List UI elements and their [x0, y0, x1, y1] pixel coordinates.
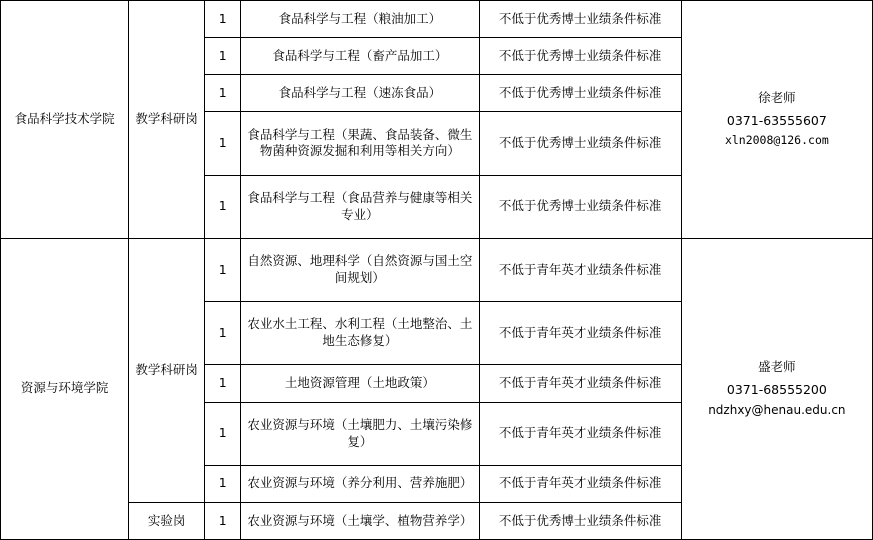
cell-major: 农业资源与环境（土壤肥力、土壤污染修复） [241, 402, 479, 465]
contact-phone: 0371-63555607 [726, 113, 827, 129]
cell-standard: 不低于优秀博士业绩条件标准 [479, 112, 681, 175]
cell-count: 1 [205, 1, 241, 38]
contact-name: 徐老师 [758, 90, 796, 106]
cell-contact [681, 238, 872, 539]
cell-major: 农业水土工程、水利工程（土地整治、土地生态修复） [241, 302, 479, 365]
cell-college: 资源与环境学院 [1, 238, 129, 539]
cell-count: 1 [205, 465, 241, 502]
cell-count: 1 [205, 75, 241, 112]
cell-college: 食品科学技术学院 [1, 1, 129, 239]
cell-major: 食品科学与工程（速冻食品） [241, 75, 479, 112]
cell-major: 土地资源管理（土地政策） [241, 365, 479, 402]
contact-phone: 0371-68555200 [726, 382, 827, 398]
cell-standard: 不低于优秀博士业绩条件标准 [479, 175, 681, 238]
cell-post-type: 教学科研岗 [129, 238, 205, 502]
contact-email: xln2008@126.com [724, 133, 829, 148]
cell-major: 食品科学与工程（畜产品加工） [241, 38, 479, 75]
cell-count: 1 [205, 38, 241, 75]
cell-count: 1 [205, 402, 241, 465]
cell-standard: 不低于优秀博士业绩条件标准 [479, 38, 681, 75]
cell-standard: 不低于青年英才业绩条件标准 [479, 238, 681, 301]
cell-standard: 不低于优秀博士业绩条件标准 [479, 502, 681, 539]
cell-count: 1 [205, 112, 241, 175]
cell-major: 农业资源与环境（土壤学、植物营养学） [241, 502, 479, 539]
table-row [1, 1, 873, 38]
cell-count: 1 [205, 238, 241, 301]
cell-standard: 不低于青年英才业绩条件标准 [479, 402, 681, 465]
contact-email: ndzhxy@henau.edu.cn [708, 403, 846, 418]
cell-count: 1 [205, 175, 241, 238]
cell-count: 1 [205, 502, 241, 539]
cell-count: 1 [205, 302, 241, 365]
cell-post-type: 教学科研岗 [129, 1, 205, 239]
cell-standard: 不低于优秀博士业绩条件标准 [479, 1, 681, 38]
cell-major: 农业资源与环境（养分利用、营养施肥） [241, 465, 479, 502]
cell-standard: 不低于青年英才业绩条件标准 [479, 465, 681, 502]
cell-count: 1 [205, 365, 241, 402]
cell-major: 食品科学与工程（果蔬、食品装备、微生物菌种资源发掘和利用等相关方向） [241, 112, 479, 175]
contact-name: 盛老师 [758, 359, 796, 375]
cell-standard: 不低于青年英才业绩条件标准 [479, 365, 681, 402]
cell-post-type: 实验岗 [129, 502, 205, 539]
cell-standard: 不低于优秀博士业绩条件标准 [479, 75, 681, 112]
cell-standard: 不低于青年英才业绩条件标准 [479, 302, 681, 365]
table-row [1, 238, 873, 301]
cell-major: 食品科学与工程（食品营养与健康等相关专业） [241, 175, 479, 238]
cell-major: 食品科学与工程（粮油加工） [241, 1, 479, 38]
cell-major: 自然资源、地理科学（自然资源与国土空间规划） [241, 238, 479, 301]
cell-contact [681, 1, 872, 239]
